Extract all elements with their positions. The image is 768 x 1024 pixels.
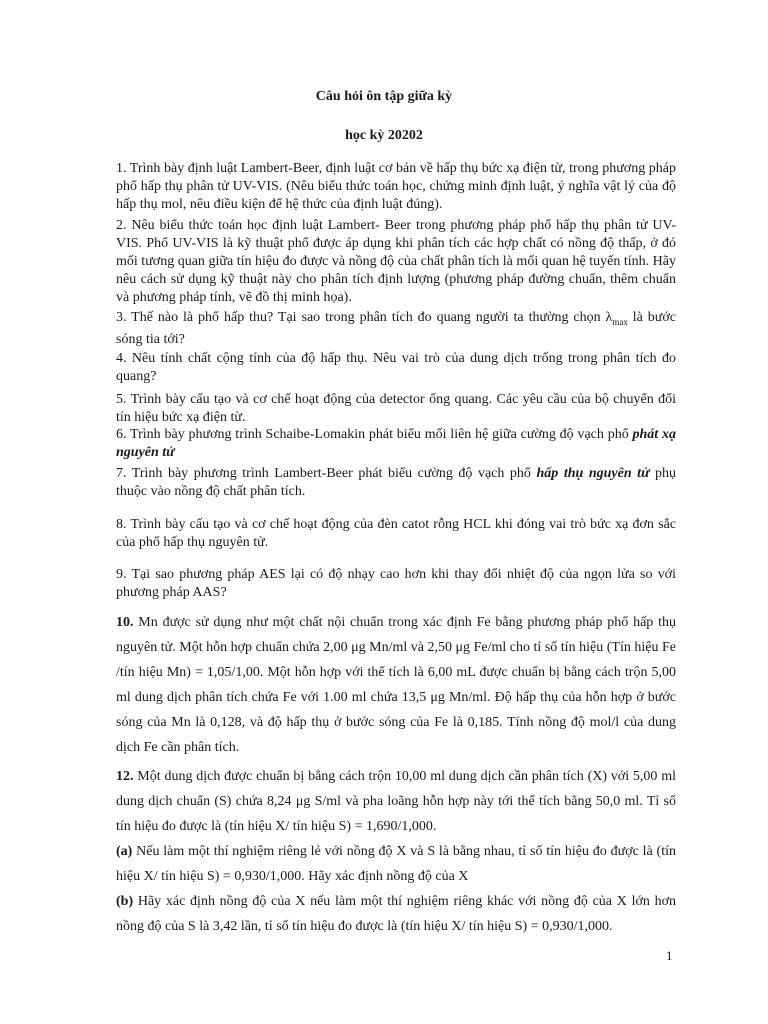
q3-text-a: 3. Thế nào là phổ hấp thu? Tại sao trong phân tích đo quang người ta thường chọn λ: [116, 310, 613, 325]
question-6: [116, 426, 676, 462]
q12-number: 12.: [116, 769, 134, 784]
question-10: [116, 610, 676, 760]
q3-subscript: max: [612, 316, 628, 327]
question-3: [116, 309, 676, 349]
question-1: 1. Trình bày định luật Lambert-Beer, định luật cơ bản về hấp thụ bức xạ điện từ, trong phương pháp phổ hấp thụ phân tử UV-VIS. (Nêu biểu thức toán học, chứng minh định luật, ý nghĩa vật lý của độ hấp thụ mol, nêu điều kiện để hệ thức của định luật đúng).: [116, 161, 676, 212]
q3-text-b: là bước sóng tia tới?: [116, 310, 676, 347]
q7-text-a: 7. Trình bày phương trình Lambert-Beer phát biểu cường độ vạch phổ: [116, 466, 537, 481]
q10-text: Mn được sử dụng như một chất nội chuẩn trong xác định Fe bằng phương pháp phổ hấp thụ nguyên tử. Một hỗn hợp chuẩn chứa 2,00 μg Mn/ml và 2,50 μg Fe/ml cho tỉ số tín hiệu (Tín hiệu Fe /tín hiệu Mn) = 1,05/1,00. Một hỗn hợp với thể tích là 6,00 mL được chuẩn bị bằng cách trộn 5,00 ml dung dịch phân tích chứa Fe với 1.00 ml chứa 13,5 μg Mn/ml. Độ hấp thụ của hỗn hợp ở bước sóng của Mn là 0,128, và độ hấp thụ ở bước sóng của Fe là 0,185. Tính nồng độ mol/l của dung dịch Fe cần phân tích.: [116, 615, 676, 755]
question-12b: [116, 889, 676, 939]
question-7: [116, 465, 676, 501]
q12b-label: (b): [116, 894, 134, 909]
q12a-label: (a): [116, 844, 133, 859]
question-12a: [116, 839, 676, 889]
q12-text: Một dung dịch được chuẩn bị bằng cách trộn 10,00 ml dung dịch cần phân tích (X) với 5,00 ml dung dịch chuẩn (S) chứa 8,24 μg S/ml và pha loãng hỗn hợp này tới thể tích bằng 50,0 ml. Tỉ số tín hiệu đo được là (tín hiệu X/ tín hiệu S) = 1,690/1,000.: [116, 769, 676, 834]
doc-title: Câu hỏi ôn tập giữa kỳ: [315, 89, 453, 104]
q7-emphasis: hấp thụ nguyên tử: [536, 466, 650, 481]
question-8: 8. Trình bày cấu tạo và cơ chế hoạt động của đèn catot rỗng HCL khi đóng vai trò bức xạ đơn sắc của phổ hấp thụ nguyên tử.: [116, 517, 676, 550]
q12a-text: Nếu làm một thí nghiệm riêng lẻ với nồng độ X và S là bằng nhau, tỉ số tín hiệu đo được là (tín hiệu X/ tín hiệu S) = 0,930/1,000. Hãy xác định nồng độ của X: [116, 844, 676, 884]
page-number: 1: [666, 948, 673, 963]
question-4: 4. Nêu tính chất cộng tính của độ hấp thụ. Nêu vai trò của dung dịch trống trong phân tích đo quang?: [116, 351, 676, 384]
q12b-text: Hãy xác định nồng độ của X nếu làm một thí nghiệm riêng khác với nồng độ của X lớn hơn nồng độ của S là 3,42 lần, tỉ số tín hiệu đo được là (tín hiệu X/ tín hiệu S) = 0,930/1,000.: [116, 894, 676, 934]
question-9: 9. Tại sao phương pháp AES lại có độ nhạy cao hơn khi thay đổi nhiệt độ của ngọn lửa so với phương pháp AAS?: [116, 567, 676, 600]
q10-number: 10.: [116, 615, 134, 630]
question-5: 5. Trình bày cấu tạo và cơ chế hoạt động của detector ống quang. Các yêu cầu của bộ chuyển đổi tín hiệu bức xạ điện từ.: [116, 392, 676, 425]
question-2: 2. Nêu biểu thức toán học định luật Lambert- Beer trong phương pháp phổ hấp thụ phân tử UV-VIS. Phổ UV-VIS là kỹ thuật phổ được áp dụng khi phân tích các hợp chất có nồng độ thấp, ở đó mối tương quan giữa tín hiệu đo được và nồng độ của chất phân tích là mối quan hệ tuyến tính. Hãy nêu cách sử dụng kỹ thuật này cho phân tích định lượng (phương pháp đường chuẩn, thêm chuẩn và phương pháp tính, vẽ đồ thị minh họa).: [116, 218, 676, 305]
q6-text: 6. Trình bày phương trình Schaibe-Lomakin phát biểu mối liên hệ giữa cường độ vạch phổ: [116, 427, 633, 442]
doc-subtitle: học kỳ 20202: [345, 128, 423, 143]
question-12: [116, 764, 676, 839]
q7-text-b: phụ thuộc vào nồng độ chất phân tích.: [116, 466, 677, 499]
q6-emphasis: phát xạ nguyên tử: [116, 427, 677, 460]
